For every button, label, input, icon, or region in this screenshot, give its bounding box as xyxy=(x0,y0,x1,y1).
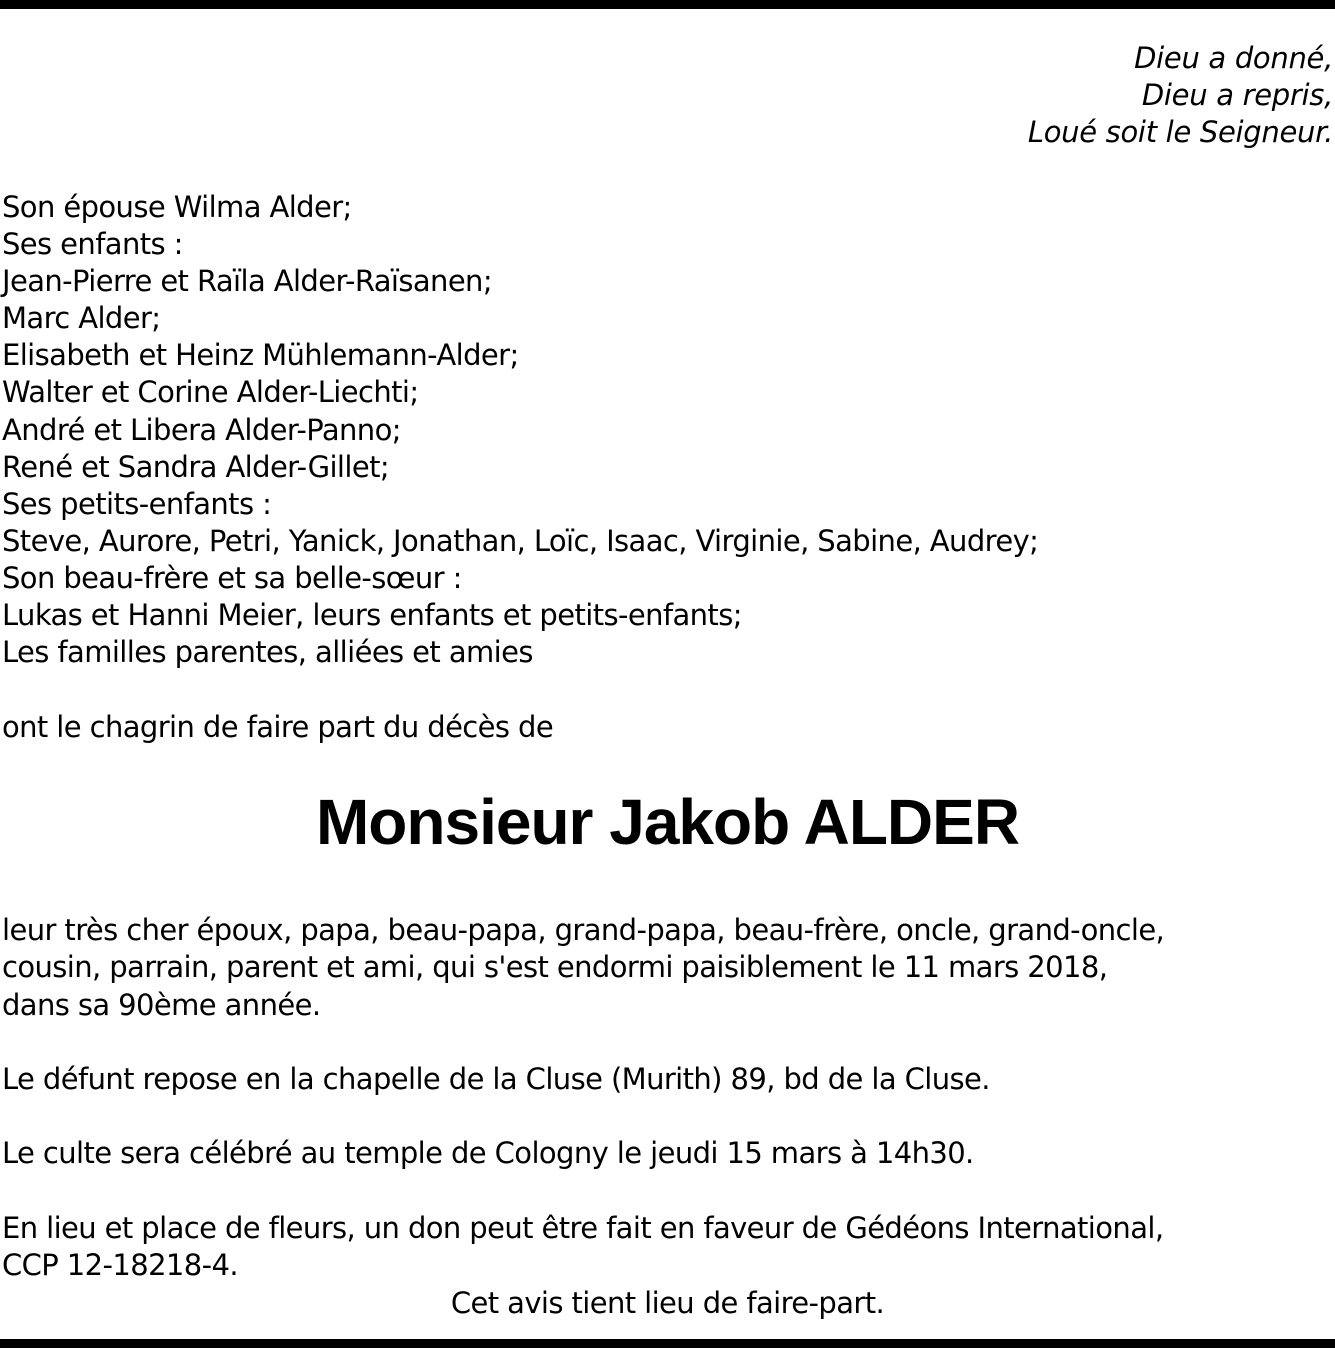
family-line: Ses petits-enfants : xyxy=(2,486,272,521)
deceased-description xyxy=(2,912,1164,1024)
family-line: André et Libera Alder-Panno; xyxy=(2,412,401,447)
deceased-name: Monsieur Jakob ALDER xyxy=(315,786,1020,858)
family-line: Elisabeth et Heinz Mühlemann-Alder; xyxy=(2,338,519,373)
bottom-border-rule xyxy=(0,1339,1335,1348)
top-border-rule xyxy=(0,0,1335,9)
family-line: René et Sandra Alder-Gillet; xyxy=(2,449,390,484)
service-line: Le culte sera célébré au temple de Cologny le jeudi 15 mars à 14h30. xyxy=(2,1136,974,1170)
family-line: Steve, Aurore, Petri, Yanick, Jonathan, Loïc, Isaac, Virginie, Sabine, Audrey; xyxy=(2,523,1039,558)
donation-line: En lieu et place de fleurs, un don peut être fait en faveur de Gédéons International, xyxy=(2,1211,1164,1245)
closing-note: Cet avis tient lieu de faire-part. xyxy=(450,1286,885,1320)
description-line: cousin, parrain, parent et ami, qui s'est endormi paisiblement le 11 mars 2018, xyxy=(2,950,1108,985)
epigraph-line: Dieu a donné, xyxy=(1134,41,1333,75)
family-line: Son épouse Wilma Alder; xyxy=(2,190,352,224)
family-line: Walter et Corine Alder-Liechti; xyxy=(2,375,419,410)
family-line: Jean-Pierre et Raïla Alder-Raïsanen; xyxy=(2,264,493,299)
family-list xyxy=(2,189,1038,671)
service-notice xyxy=(2,1135,974,1172)
epigraph-line: Dieu a repris, xyxy=(1141,78,1333,112)
family-line: Les familles parentes, alliées et amies xyxy=(2,635,533,670)
donation-line: CCP 12-18218-4. xyxy=(2,1248,238,1283)
description-line: leur très cher époux, papa, beau-papa, grand-papa, beau-frère, oncle, grand-oncle, xyxy=(2,913,1165,947)
repose-line: Le défunt repose en la chapelle de la Cluse (Murith) 89, bd de la Cluse. xyxy=(2,1062,990,1096)
announcement-intro: ont le chagrin de faire part du décès de xyxy=(2,710,554,744)
description-line: dans sa 90ème année. xyxy=(2,987,321,1022)
epigraph xyxy=(1028,40,1333,151)
family-line: Lukas et Hanni Meier, leurs enfants et petits-enfants; xyxy=(2,598,742,633)
repose-notice xyxy=(2,1061,990,1098)
family-line: Son beau-frère et sa belle-sœur : xyxy=(2,560,462,595)
family-line: Ses enfants : xyxy=(2,227,183,262)
family-line: Marc Alder; xyxy=(2,301,161,336)
epigraph-line: Loué soit le Seigneur. xyxy=(1027,115,1333,149)
donation-notice xyxy=(2,1210,1163,1285)
